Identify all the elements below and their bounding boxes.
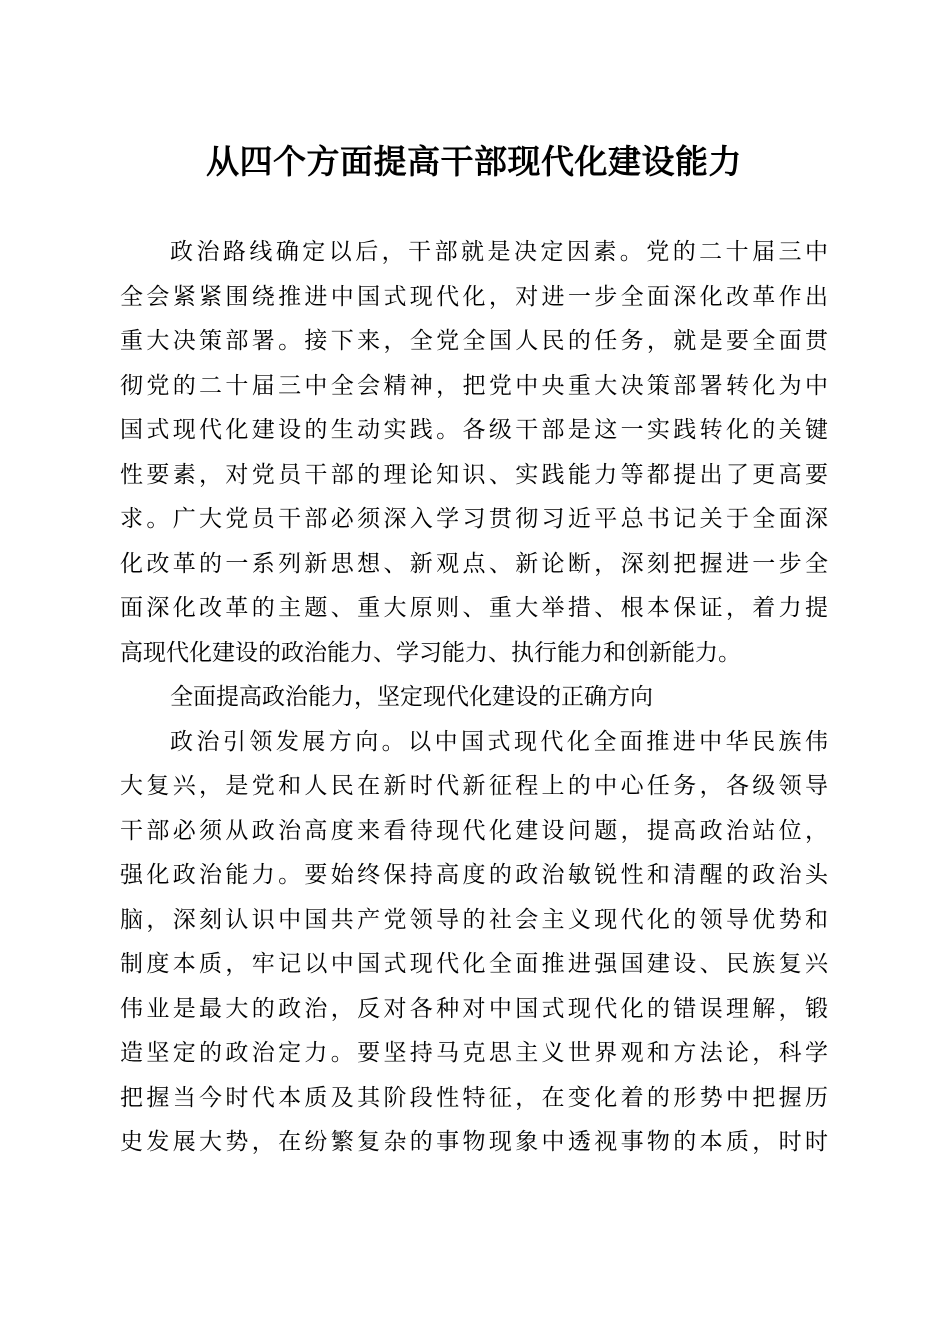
- paragraph-line: 造坚定的政治定力。要坚持马克思主义世界观和方法论，科学: [120, 1040, 828, 1066]
- paragraph-line: 全会紧紧围绕推进中国式现代化，对进一步全面深化改革作出: [120, 283, 828, 310]
- paragraph-line: 高现代化建设的政治能力、学习能力、执行能力和创新能力。: [120, 639, 741, 666]
- paragraph-line: 脑，深刻认识中国共产党领导的社会主义现代化的领导优势和: [120, 906, 828, 933]
- paragraph-line: 性要素，对党员干部的理论知识、实践能力等都提出了更高要: [120, 461, 828, 488]
- paragraph-line: 面深化改革的主题、重大原则、重大举措、根本保证，着力提: [120, 595, 828, 621]
- document-title: 从四个方面提高干部现代化建设能力: [206, 142, 742, 181]
- paragraph-line: 重大决策部署。接下来，全党全国人民的任务，就是要全面贯: [120, 328, 828, 354]
- paragraph-line: 伟业是最大的政治，反对各种对中国式现代化的错误理解，锻: [120, 995, 828, 1022]
- paragraph-line: 政治路线确定以后，干部就是决定因素。党的二十届三中: [170, 239, 828, 265]
- paragraph-line: 制度本质，牢记以中国式现代化全面推进强国建设、民族复兴: [120, 951, 828, 977]
- paragraph-line: 国式现代化建设的生动实践。各级干部是这一实践转化的关键: [120, 417, 828, 443]
- paragraph-line: 把握当今时代本质及其阶段性特征，在变化着的形势中把握历: [120, 1084, 828, 1111]
- document-body: [120, 230, 828, 1165]
- section-heading: 全面提高政治能力，坚定现代化建设的正确方向: [170, 684, 653, 710]
- paragraph-line: 干部必须从政治高度来看待现代化建设问题，提高政治站位，: [120, 817, 828, 844]
- paragraph-line: 化改革的一系列新思想、新观点、新论断，深刻把握进一步全: [120, 550, 828, 577]
- paragraph-line: 求。广大党员干部必须深入学习贯彻习近平总书记关于全面深: [120, 506, 828, 532]
- paragraph-line: 政治引领发展方向。以中国式现代化全面推进中华民族伟: [170, 728, 828, 755]
- paragraph-line: 彻党的二十届三中全会精神，把党中央重大决策部署转化为中: [120, 372, 828, 399]
- paragraph-line: 大复兴，是党和人民在新时代新征程上的中心任务，各级领导: [120, 773, 828, 799]
- document-page: [120, 0, 828, 1165]
- paragraph-line: 强化政治能力。要始终保持高度的政治敏锐性和清醒的政治头: [120, 862, 828, 888]
- paragraph-line: 史发展大势，在纷繁复杂的事物现象中透视事物的本质，时时: [120, 1129, 828, 1155]
